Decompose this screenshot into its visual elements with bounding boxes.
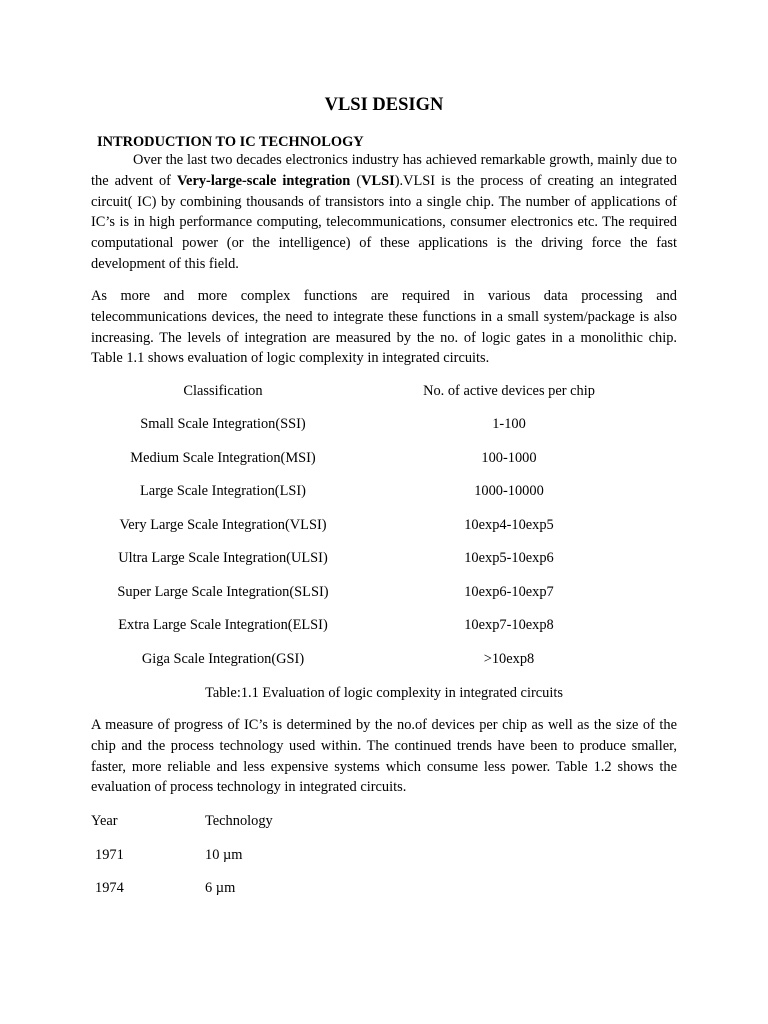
- table-cell-classification: Very Large Scale Integration(VLSI): [119, 517, 327, 533]
- table-row: [0, 615, 768, 635]
- table-row: [0, 845, 768, 865]
- table-cell-devices: >10exp8: [483, 651, 535, 667]
- table-header-devices: No. of active devices per chip: [423, 383, 595, 399]
- tech-table-header-row: [0, 811, 768, 831]
- table-row: [0, 548, 768, 568]
- table-cell-classification: Ultra Large Scale Integration(ULSI): [118, 550, 328, 566]
- tech-cell-year: 1974: [95, 880, 124, 896]
- table-row: [0, 878, 768, 898]
- section-heading: INTRODUCTION TO IC TECHNOLOGY: [97, 134, 364, 150]
- table-row: [0, 414, 768, 434]
- tech-cell-year: 1971: [95, 847, 124, 863]
- table-cell-devices: 10exp5-10exp6: [464, 550, 554, 566]
- table-cell-classification: Large Scale Integration(LSI): [140, 483, 306, 499]
- table-row: [0, 448, 768, 468]
- table-cell-classification: Super Large Scale Integration(SLSI): [117, 584, 329, 600]
- table-row: [0, 481, 768, 501]
- tech-header-year: Year: [91, 813, 118, 829]
- paragraph-progress: A measure of progress of IC’s is determined by the no.of devices per chip as well as the size of the chip and the process technology used within. The continued trends have been to produce smaller, faster, more reliable and less expensive systems which consume less power. Table 1.2 shows the evaluation of process technology in integrated circuits.: [91, 717, 677, 796]
- table-cell-devices: 10exp7-10exp8: [464, 617, 554, 633]
- table-row: [0, 649, 768, 669]
- intro-paragraph: [91, 150, 677, 275]
- table-cell-devices: 10exp6-10exp7: [464, 584, 554, 600]
- tech-cell-technology: 10 µm: [205, 847, 243, 863]
- paragraph-integration: As more and more complex functions are required in various data processing and telecommunications devices, the need to integrate these functions in a small system/package is also increasing. The levels of integration are measured by the no. of logic gates in a monolithic chip. Table 1.1 shows evaluation of logic complexity in integrated circuits.: [91, 288, 677, 367]
- table-cell-classification: Medium Scale Integration(MSI): [130, 450, 316, 466]
- tech-header-technology: Technology: [205, 813, 273, 829]
- tech-cell-technology: 6 µm: [205, 880, 236, 896]
- intro-abbr: VLSI: [361, 172, 395, 189]
- table-header-row: [0, 381, 768, 401]
- table-row: [0, 515, 768, 535]
- table-cell-classification: Extra Large Scale Integration(ELSI): [118, 617, 328, 633]
- table-cell-devices: 100-1000: [481, 450, 537, 466]
- table-cell-devices: 10exp4-10exp5: [464, 517, 554, 533]
- intro-term: Very-large-scale integration: [176, 172, 351, 189]
- intro-text-2: (: [350, 172, 362, 189]
- table-caption: Table:1.1 Evaluation of logic complexity in integrated circuits: [205, 685, 563, 701]
- intro-text-1: Over the last two decades electronics industry has achieved remarkable growth, mainly due to the advent of: [91, 152, 677, 189]
- table-cell-classification: Small Scale Integration(SSI): [140, 416, 306, 432]
- table-cell-devices: 1-100: [492, 416, 526, 432]
- page-title: VLSI DESIGN: [324, 95, 444, 115]
- table-header-classification: Classification: [183, 383, 263, 399]
- table-cell-devices: 1000-10000: [474, 483, 544, 499]
- table-row: [0, 582, 768, 602]
- intro-text-3: ).VLSI is the process of creating an integrated circuit( IC) by combining thousands of transistors into a single chip. The number of applications of IC’s is in high performance computing, telecommunications, consumer electronics etc. The required computational power (or the intelligence) of these applications is the driving force the fast development of this field.: [91, 172, 677, 272]
- table-cell-classification: Giga Scale Integration(GSI): [141, 651, 305, 667]
